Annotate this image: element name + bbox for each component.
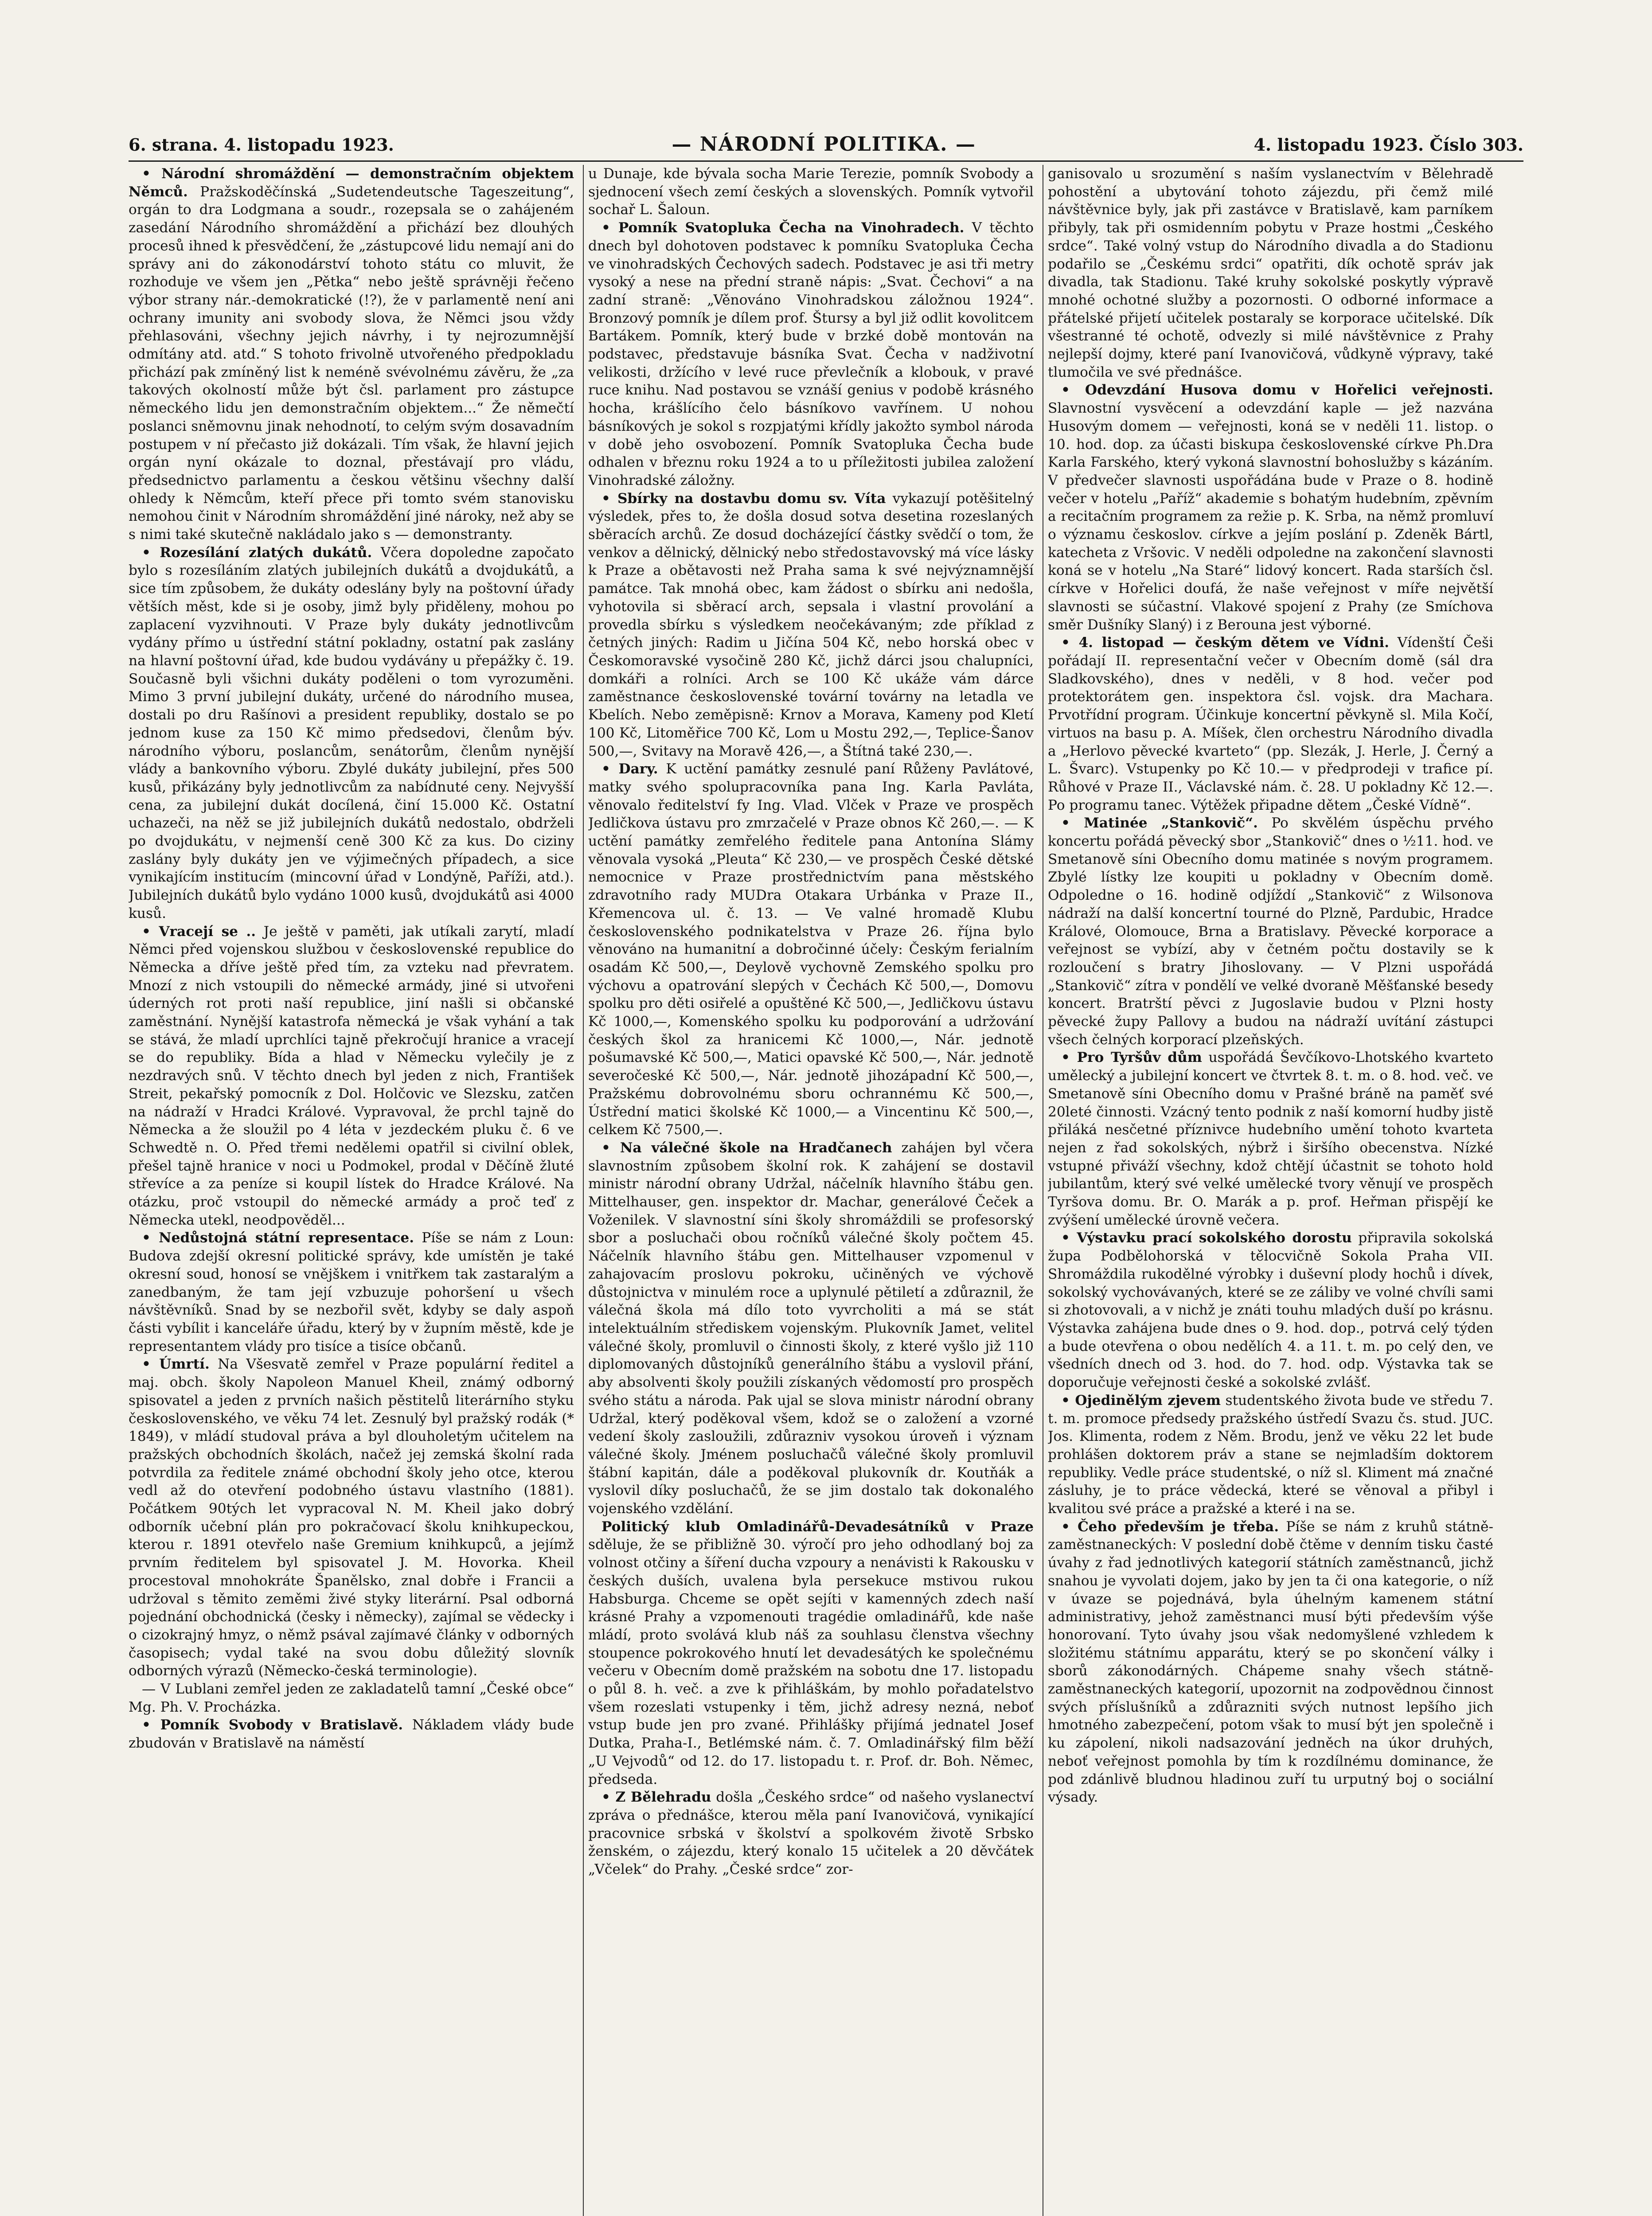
article bbox=[1048, 634, 1493, 814]
article bbox=[588, 219, 1034, 490]
article-text: zahájen byl včera slavnostním způsobem školní rok. K zahájení se dostavil ministr národní obrany Udržal, náčelník hlavního štábu gen. Mittelhauser, gen. inspektor dr. Machar, generálové Čeček a Voženilek. V slavnostní síni školy shromáždili se profesorský sbor a posluchači obou ročníků válečné školy počtem 45. Náčelník hlavního štábu gen. Mittelhauser vzpomenul v zahajovacím proslovu pokroku, učiněných ve výchově důstojnictva v minulém roce a uplynulé pětiletí a zdůraznil, že válečná škola má dílo toto vyvrcholiti a má se stát intelektuálním střediskem vojenským. Plukovník Jamet, velitel válečné školy, promluvil o činnosti školy, z které vyšlo již 110 diplomovaných důstojníků generálního štábu a vyslovil přání, aby absolventi školy použili získaných vědomostí pro prospěch svého státu a národa. Pak ujal se slova ministr národní obrany Udržal, který poděkoval všem, kdož se o založení a vzorné vedení školy zasloužili, zdůrazniv vysokou úroveň i význam válečné školy. Jménem posluchačů válečné školy promluvil štábní kapitán, dále a poděkoval plukovník dr. Koutňák a vyslovil díky posluchačů, že se jim dostalo tak dokonalého vojenského vzdělání. bbox=[588, 1139, 1034, 1517]
header-rule bbox=[129, 160, 1523, 162]
article-text: vykazují potěšitelný výsledek, přes to, že došla dosud sotva desetina rozeslaných sběracích archů. Ze dosud docházející částky svědčí o tom, že venkov a dělnický, dělnický nebo středostavovský má více lásky k Praze a obětavosti než Praha sama k své nejvýznamnější památce. Tak mnohá obec, kam žádost o sbírku ani nedošla, vyhotovila si sběrací arch, sepsala i vlastní provolání a provedla sbírku s výsledkem neočekávaným; zde příklad z četných jiných: Radim u Jičína 504 Kč, nebo horská obec v Českomoravské vysočině 280 Kč, jichž dárci jsou chalupníci, domkáři a rolníci. Arch se 100 Kč ukáže vám dárce zaměstnance československé tovární továrny na letadla ve Kbelích. Nebo zeměpisně: Krnov a Morava, Kameny pod Kletí 100 Kč, Litoměřice 700 Kč, Lom u Mostu 292,—, Teplice-Šanov 500,—, Svitavy na Moravě 426,—, a Štítná také 230,—. bbox=[588, 490, 1034, 759]
article-headline: • Pomník Svatopluka Čecha na Vinohradech. bbox=[601, 220, 965, 236]
article-headline: • Ojedinělým zjevem bbox=[1061, 1392, 1221, 1408]
article bbox=[588, 1788, 1034, 1879]
article-headline: • Odevzdání Husova domu v Hořelici veřejnosti. bbox=[1061, 382, 1493, 398]
article-text: Nákladem vlády bude zbudován v Bratislavě na náměstí bbox=[129, 1717, 574, 1752]
article-text: studentského života bude ve středu 7. t. m. promoce předsedy pražského ústředí Svazu čs. stud. JUC. Jos. Klimenta, rodem z Něm. Brodu, jenž ve věku 22 let bude prohlášen doktorem práv a stane se nejmladším doktorem republiky. Vedle práce studentské, o níž sl. Kliment má značné zásluhy, je to práce vědecká, které se věnoval a přibyl i kvalitou své práce a pražské a které i na se. bbox=[1048, 1392, 1493, 1517]
article-text: Píše se nám z Loun: Budova zdejší okresní politické správy, kde umístěn je také okresní soud, honosí se vnějškem i vnitřkem tak zastaralým a zanedbaným, že tam její vzbuzuje pohoršení u všech návštěvníků. Snad by se nezbořil svět, kdyby se daly aspoň části vybílit i kanceláře úřadu, který by v župním městě, kde je representantem vlády pro tisíce a tisíce občanů. bbox=[129, 1230, 574, 1354]
header-left: 6. strana. 4. listopadu 1923. bbox=[129, 135, 394, 155]
article-headline: • Pomník Svobody v Bratislavě. bbox=[142, 1717, 403, 1733]
column-divider bbox=[583, 165, 584, 2216]
column-3 bbox=[1048, 165, 1493, 2216]
article bbox=[588, 490, 1034, 761]
article-text: Je ještě v paměti, jak utíkali zarytí, mladí Němci před vojenskou službou v československé republice do Německa a dříve ještě před tím, za vzteku nad převratem. Mnozí z nich vstoupili do německé armády, jiné si utvořeni úderných rot proti naší republice, jiní našli si občanské zaměstnání. Nynější katastrofa německá je však vyhání a tak se stává, že mladí uprchlíci tajně překročují hranice a vracejí se do republiky. Bída a hlad v Německu vylečily je z nezdravých snů. V těchto dnech byl jeden z nich, František Streit, pekařský pomocník z Dol. Holčovic ve Slezsku, zatčen na nádraží v Hradci Králové. Vypravoval, že prchl tajně do Německa a že sloužil po 4 léta v jezdeckém pluku č. 6 ve Schwedtě n. O. Před třemi nedělemi opatřil si civilní oblek, přešel tajně hranice v noci u Podmokel, prodal v Děčíně žluté střevíce a za peníze si koupil lístek do Hradce Králové. Na otázku, proč vstoupil do německé armády a proč teď z Německa utekl, neodpověděl... bbox=[129, 923, 574, 1228]
article-text: V těchto dnech byl dohotoven podstavec k pomníku Svatopluka Čecha ve vinohradských Čechových sadech. Podstavec je asi tři metry vysoký a nese na přední straně nápis: „Svat. Čechovi“ a na zadní straně: „Věnováno Vinohradskou záložnou 1924“. Bronzový pomník je dílem prof. Štursy a byl již odlit kovolitcem Bartákem. Pomník, který bude v brzké době montován na podstavec, představuje básníka Svat. Čecha v nadživotní velikosti, držícího v levé ruce převlečník a klobouk, v pravé ruce knihu. Nad postavou se vznáší genius v podobě krásného hocha, krášlícího čelo básníkovo vavřínem. U nohou básníkových je sokol s rozpjatými křídly jakožto symbol národa v době jeho osvobození. Pomník Svatopluka Čecha bude odhalen v březnu roku 1924 a to u příležitosti jubilea založení Vinohradské záložny. bbox=[588, 220, 1034, 488]
article-headline: • Národní shromáždění — demonstračním objektem Němců. bbox=[129, 166, 574, 200]
article-headline: • Sbírky na dostavbu domu sv. Víta bbox=[601, 490, 886, 507]
article-text: K uctění památky zesnulé paní Růženy Pavlátové, matky svého spolupracovníka pana Ing. Karla Pavláta, věnovalo ředitelství fy Ing. Vlad. Vlček v Praze ve prospěch Jedličkova ústavu pro zmrzačelé v Praze obnos Kč 260,—. — K uctění památky zemřelého ředitele pana Antonína Slámy věnovala vysoká „Pleuta“ Kč 230,— ve prospěch České dětské nemocnice v Praze prostřednictvím pana městského zdravotního rady MUDra Otakara Urbánka v Praze II., Křemencova ul. č. 13. — Ve valné hromadě Klubu československého podnikatelstva v Praze 26. října bylo věnováno na humanitní a dobročinné účely: Českým ferialním osadám Kč 500,—, Deylově vychovně Zemského spolku pro výchovu a opatrování slepých v Čechách Kč 500,—, Domovu spolku pro děti osiřelé a opuštěné Kč 500,—, Jedličkovu ústavu Kč 1000,—, Komenského spolku ku podporování a udržování českých škol za hranicemi Kč 1000,—, Nár. jednotě pošumavské Kč 500,—, Matici opavské Kč 500,—, Nár. jednotě severočeské Kč 500,—, Nár. jednotě jihozápadní Kč 500,—, Pražskému dobrovolnému sboru ochrannému Kč 500,—, Ústřední matici školské Kč 1000,— a Vincentinu Kč 500,—, celkem Kč 7500,—. bbox=[588, 761, 1034, 1138]
article-headline: • Pro Tyršův dům bbox=[1061, 1049, 1202, 1066]
article bbox=[1048, 1392, 1493, 1518]
article-text: u Dunaje, kde bývala socha Marie Terezie, pomník Svobody a sjednocení všech zemí českých a slovenských. Pomník vytvořil sochař L. Šaloun. bbox=[588, 166, 1034, 218]
article-text: — V Lublani zemřel jeden ze zakladatelů tamní „České obce“ Mg. Ph. V. Procházka. bbox=[129, 1681, 574, 1715]
article bbox=[129, 165, 574, 544]
article-text: Na Všesvatě zemřel v Praze populární ředitel a maj. obch. školy Napoleon Manuel Kheil, známý odborný spisovatel a jeden z prvních našich pěstitelů literárního styku československého, ve věku 74 let. Zesnulý byl pražský rodák (* 1849), v mládí studoval práva a byl dlouholetým učitelem na pražských obchodních školách, načež jej zemská školní rada potvrdila za ředitele známé obchodní školy jeho otce, kterou vedl až do otevření podobného ústavu vlastního (1881). Počátkem 90tých let vypracoval N. M. Kheil jako dobrý odborník učební plán pro pokračovací školu knihkupeckou, kterou r. 1891 otevřelo naše Gremium knihkupců, a jejímž prvním ředitelem byl spisovatel J. M. Hovorka. Kheil procestoval mnohokráte Španělsko, znal dobře i Francii a udržoval s těmito zeměmi živé styky literární. Psal odborná pojednání obchodnická (česky i německy), zajímal se vědecky i o cizokrajný hmyz, o němž psával zajímavé články v odborných časopisech; vydal také na svou dobu důležitý slovník odborných výrazů (Německo-česká terminologie). bbox=[129, 1356, 574, 1679]
article bbox=[1048, 165, 1493, 381]
masthead: — NÁRODNÍ POLITIKA. — bbox=[672, 133, 976, 156]
article bbox=[129, 1355, 574, 1680]
article-text: Píše se nám z kruhů státně-zaměstnaneckých: V poslední době čtěme v denním tisku časté úvahy z řad jednotlivých kategorií státních zaměstnanců, jichž snahou je vyvolati dojem, jako by jen ta či ona kategorie, o níž v úvaze se pojednává, byla úhelným kamenem státní administrativy, jehož zaměstnanci musí býti především výše honorovaní. Tyto úvahy jsou však nedomyšlené vzhledem k složitému státnímu apparátu, který se po skončení války i sborů zákonodárných. Chápeme snahy všech státně-zaměstnaneckých kategorií, upozornit na zodpovědnou činnost svých příslušníků a zdůrazniti svých nutnost lepšího jich hmotného zabezpečení, potom však to musí být jen společně i ku zápolení, nikoli nadsazování jedněch na úkor druhých, neboť veřejnost pomohla by tím k rozdílnému dominance, že pod zdánlivě bludnou hladinou zuří tu urputný boj o sociální výsady. bbox=[1048, 1518, 1493, 1806]
article bbox=[129, 923, 574, 1229]
article-text: Pražskoděčínská „Sudetendeutsche Tageszeitung“, orgán to dra Lodgmana a soudr., rozepsala se o zahájeném zasedání Národního shromáždění a přichází bez dlouhých procesů ihned k přesvědčení, že „zástupcové lidu nemají ani do správy ani do zákonodárství tohoto státu co mluvit, že rozhoduje ve všem jen „Pětka“ nebo ještě správněji řečeno výbor strany nár.-demokratické (!?), že v parlamentě není ani ochrany imunity ani svobody slova, že Němci jsou vždy přehlasováni, všechny jejich návrhy, i ty nejrozumnější odmítány atd. atd.“ S tohoto frivolně utvořeného předpokladu přichází pak zmíněný list k neméně svévolnému závěru, že „za takových okolností může být čsl. parlament pro zástupce německého lidu jen demonstračním objektem...“ Že němečtí poslanci sněmovnu jinak nehodnotí, to celým svým dosavadním postupem v ní přečasto již dokázali. Tím však, že hlavní jejich orgán nyní okázale to doznal, přestávají pro vládu, předsednictvo parlamentu a českou většinu všechny další ohledy k Němcům, kteří přece při tomto svém stanovisku nemohou činit v Národním shromáždění jiné nároky, než aby se s nimi také skutečně nakládalo jako s — demonstranty. bbox=[129, 183, 574, 543]
page-header bbox=[129, 133, 1523, 160]
article bbox=[129, 544, 574, 923]
article-text: Vídenští Češi pořádají II. representační večer v Obecním domě (sál dra Sladkovského), dnes v neděli, v 8 hod. večer pod protektorátem gen. inspektora čsl. vojsk. dra Machara. Prvotřídní program. Účinkuje koncertní pěvkyně sl. Mila Kočí, virtuos na basu p. A. Míšek, člen orchestru Národního divadla a „Herlovo pěvecké kvarteto“ (pp. Slezák, J. Herle, J. Černý a L. Švarc). Vstupenky po Kč 10.— v předprodeji v trafice pí. Růhové v Praze II., Václavské nám. č. 28. U pokladny Kč 12.—. Po programu tanec. Výtěžek připadne dětem „České Vídně“. bbox=[1048, 635, 1493, 813]
article-text: připravila sokolská župa Podbělohorská v tělocvičně Sokola Praha VII. Shromáždila rukodělné výrobky i duševní plody hochů i dívek, sokolský vychovávaných, které se ze záliby ve volné chvíli sami si zhotovovali, a v nichž je znáti touhu mladých duší po krásnu. Výstavka zahájena bude dnes o 9. hod. dop., potrvá celý týden a bude otevřena o obou nedělích 4. a 11. t. m. po celý den, ve všedních dnech od 3. hod. do 7. hod. odp. Výstavka tak se doporučuje veřejnosti české a sokolské zvlášť. bbox=[1048, 1230, 1493, 1391]
article-headline: Politický klub Omladinářů-Devadesátníků v Praze bbox=[601, 1518, 1034, 1535]
article bbox=[129, 1716, 574, 1752]
article-headline: • Rozesílání zlatých dukátů. bbox=[142, 544, 372, 561]
article-headline: • Dary. bbox=[601, 761, 658, 777]
article-headline: • 4. listopad — českým dětem ve Vídni. bbox=[1061, 635, 1389, 651]
article-headline: • Čeho především je třeba. bbox=[1061, 1518, 1279, 1535]
article-text: uspořádá Ševčíkovo-Lhotského kvarteto umělecký a jubilejní koncert ve čtvrtek 8. t. m. o 8. hod. več. ve Smetanově síni Obecního domu v Prašné bráně na paměť své 20leté činnosti. Vzácný tento podnik z naší komorní hudby jistě přiláká nesčetné příznivce hudebního umění tohoto kvarteta nejen z řad sokolských, nýbrž i širšího obecenstva. Nízké vstupné přiváží všechny, kdož chtějí účastnit se tohoto hold jubilantům, který své velké umělecké tvory věnují ve prospěch Tyršova domu. Br. O. Marák a p. prof. Heřman přispějí ke zvýšení umělecké úrovně večera. bbox=[1048, 1049, 1493, 1228]
column-2 bbox=[588, 165, 1034, 2216]
article-text: došla „Českého srdce“ od našeho vyslanectví zpráva o přednášce, kterou měla paní Ivanovičová, vynikající pracovnice srbská v školství a spolkovém životě Srbsko ženském, o zájezdu, který konalo 15 učitelek a 20 děvčátek „Včelek“ do Prahy. „České srdce“ zor- bbox=[588, 1789, 1034, 1878]
article bbox=[588, 1139, 1034, 1518]
header-right: 4. listopadu 1923. Číslo 303. bbox=[1254, 135, 1523, 155]
article-text: Včera dopoledne započato bylo s rozesíláním zlatých jubilejních dukátů a dvojdukátů, a sice tím způsobem, že dukáty odeslány byly na poštovní úřady větších měst, kde si je osoby, jimž byly přiděleny, mohou po zaplacení vyzvihnouti. V Praze byly dukáty jednotlivcům vydány přímo u ústřední státní pokladny, ostatní pak zaslány na hlavní poštovní úřad, kde budou vydávány u přepážky č. 19. Současně byli všichni dukáty poděleni o tom vyrozuměni. Mimo 3 první jubilejní dukáty, určené do národního musea, dostali po dru Rašínovi a president republiky, dostalo se po jednom kuse za 150 Kč mimo předsedovi, členům býv. národního výboru, poslancům, senátorům, členům nynější vlády a bankovního výboru. Zbylé dukáty jubilejní, přes 500 kusů, přikázány byly jednotlivcům za nabídnuté ceny. Nejvyšší cena, za jubilejní dukát docílená, činí 15.000 Kč. Ostatní uchazeči, na něž se již jubilejních dukátů nedostalo, obdrželi po dvojdukátu, v nejmenší ceně 300 Kč za kus. Do ciziny zaslány byly dukáty jen ve výjimečných případech, a sice vynikajícím institucím (mincovní úřad v Londýně, Paříži, atd.). Jubilejních dukátů bylo vydáno 1000 kusů, dvojdukátů asi 4000 kusů. bbox=[129, 544, 574, 921]
article bbox=[588, 760, 1034, 1139]
article-headline: • Nedůstojná státní representace. bbox=[142, 1230, 414, 1246]
article bbox=[1048, 1049, 1493, 1229]
article-headline: • Vracejí se .. bbox=[142, 923, 256, 940]
article-headline: • Úmrtí. bbox=[142, 1356, 210, 1373]
article-text: Slavnostní vysvěcení a odevzdání kaple — jež nazvána Husovým domem — veřejnosti, koná se v neděli 11. listop. o 10. hod. dop. za účasti biskupa československé církve Ph.Dra Karla Farského, který vykoná slavnostní bohoslužby s kázáním. V předvečer slavnosti uspořádána bude v Praze o 8. hodině večer v hotelu „Paříž“ akademie s bohatým hudebním, zpěvním a recitačním programem za režie p. K. Srba, na němž promluví o významu českoslov. církve a jejím poslání p. Zdeněk Bártl, katecheta z Vršovic. V neděli odpoledne na zakončení slavnosti koná se v hotelu „Na Staré“ lidový koncert. Rada starších čsl. církve v Hořelici doufá, že naše veřejnost v míře největší slavnosti se súčastní. Vlakové spojení z Prahy (ze Smíchova směr Dušníky Slaný) i z Berouna jest výborné. bbox=[1048, 400, 1493, 633]
article bbox=[129, 1680, 574, 1716]
article bbox=[1048, 1229, 1493, 1391]
article bbox=[588, 1518, 1034, 1789]
article-headline: • Výstavku prací sokolského dorostu bbox=[1061, 1230, 1352, 1246]
article bbox=[588, 165, 1034, 219]
article-headline: • Z Bělehradu bbox=[601, 1789, 711, 1806]
article-text: sděluje, že se přibližně 30. výročí pro jeho odhodlaný boj za volnost otčiny a šíření ducha vzpoury a nenávisti k Rakousku v českých duších, uvalena byla persekuce mstivou rukou Habsburga. Chceme se opět sejíti v kamenných zdech naší krásné Prahy a vzpomenouti tragédie omladinářů, kde naše mládí, proto svolává klub náš za souhlasu členstva všechny stoupence pokrokového hnutí let devadesátých ke společnému večeru v Obecním domě pražském na sobotu dne 17. listopadu o půl 8. h. več. a zve k přihláškám, by mohlo pořadatelstvo všem rozeslati vstupenky i těm, jichž adresy nezná, neboť vstup bude jen pro zvané. Přihlášky přijímá jednatel Josef Dutka, Praha-I., Betlémské nám. č. 7. Omladinářský film běží „U Vejvodů“ od 12. do 17. listopadu t. r. Prof. dr. Boh. Němec, předseda. bbox=[588, 1537, 1034, 1787]
article bbox=[129, 1229, 574, 1355]
article-headline: • Na válečné škole na Hradčanech bbox=[601, 1139, 892, 1156]
article bbox=[1048, 381, 1493, 634]
article bbox=[1048, 1518, 1493, 1806]
article-text: Po skvělém úspěchu prvého koncertu pořádá pěvecký sbor „Stankovič“ dnes o ½11. hod. ve Smetanově síni Obecního domu matinée s novým programem. Zbylé lístky lze koupiti u pokladny v Obecním domě. Odpoledne o 16. hodině odjíždí „Stankovič“ z Wilsonova nádraží na další koncertní tourné do Plzně, Pardubic, Hradce Králové, Olomouce, Brna a Bratislavy. Pěvecké korporace a veřejnost se vybízí, aby v četném počtu dostavily se k rozloučení s bratry Jihoslovany. — V Plzni uspořádá „Stankovič“ zítra v pondělí ve velké dvoraně Měšťanské besedy koncert. Bratrští pěvci z Jugoslavie budou v Plzni hosty pěvecké župy Pallovy a budou na nádraží uvítání zástupci všech čelných korporací plzeňských. bbox=[1048, 815, 1493, 1048]
article-text: ganisovalo u srozumění s naším vyslanectvím v Bělehradě pohostění a ubytování tohoto zájezdu, při čemž milé návštěvnice byly, jak při zastávce v Bratislavě, kam parníkem přibyly, tak při osmidenním pobytu v Praze hostmi „Českého srdce“. Také volný vstup do Národního divadla a do Stadionu podařilo se „Českému srdci“ opatřiti, dík ochotě správ jak divadla, tak Stadionu. Také kruhy sokolské poskytly výpravě mnohé ochotné služby a pozornosti. O odborné informace a přátelské přijetí učitelek postaraly se korporace učitelské. Dík všestranné té ochotě, odvezly si milé návštěvnice z Prahy nejlepší dojmy, které paní Ivanovičová, vůdkyně výpravy, také tlumočila ve své přednášce. bbox=[1048, 166, 1493, 380]
article bbox=[1048, 814, 1493, 1049]
article-headline: • Matinée „Stankovič“. bbox=[1061, 815, 1258, 831]
column-1 bbox=[129, 165, 574, 2216]
